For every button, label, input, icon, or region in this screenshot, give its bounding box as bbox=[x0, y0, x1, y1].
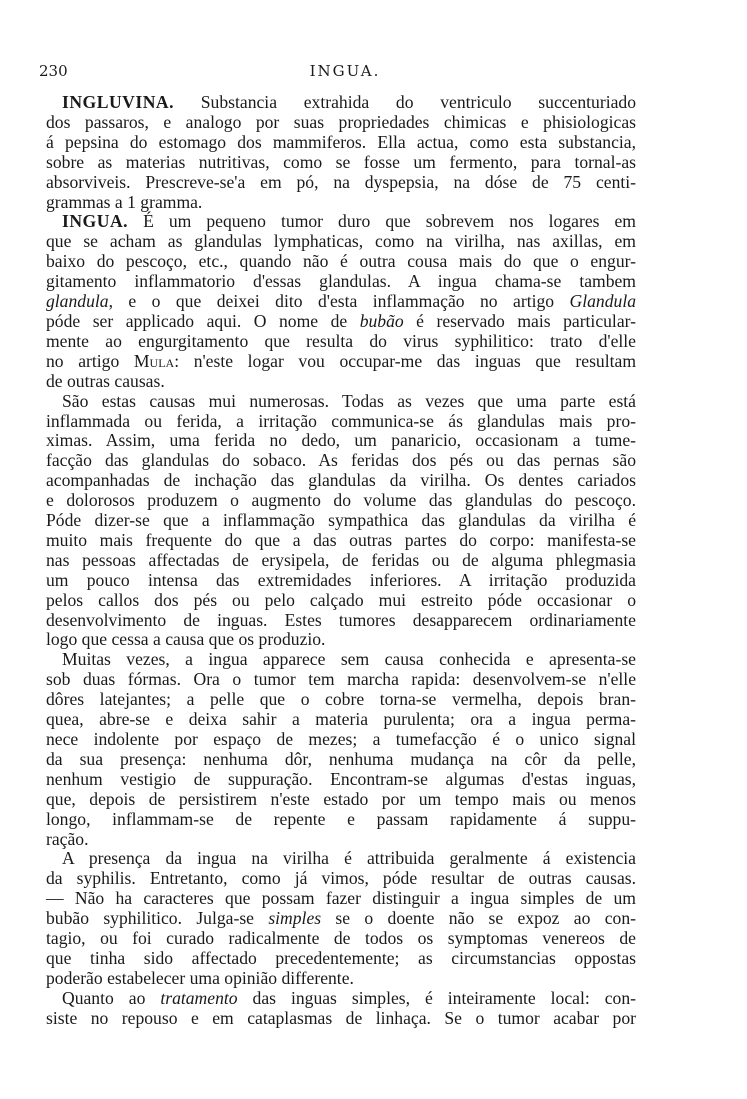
text-run: de outras causas. bbox=[46, 370, 165, 391]
text-run: que se acham as glandulas lymphaticas, como na virilha, nas axillas, em bbox=[46, 231, 636, 252]
italic-term: bubão bbox=[359, 310, 404, 331]
text-run: que, depois de persistirem n'este estado por um tempo mais ou menos bbox=[46, 788, 636, 809]
text-run: grammas a 1 gramma. bbox=[46, 191, 203, 212]
text-run: é reservado mais particular- bbox=[403, 310, 636, 331]
text-run: poderão estabelecer uma opinião differente. bbox=[46, 967, 354, 988]
text-run: gitamento inflammatorio d'essas glandulas. A ingua chama-se tambem bbox=[46, 271, 636, 292]
text-line bbox=[46, 790, 636, 810]
entry-headword: INGUA. bbox=[62, 211, 129, 232]
text-run: , e o que deixei dito d'esta inflammação no artigo bbox=[108, 291, 570, 312]
text-run: nas pessoas affectadas de erysipela, de feridas ou de alguma phlegmasia bbox=[46, 549, 636, 570]
text-run: Muitas vezes, a ingua apparece sem causa conhecida e apresenta-se bbox=[62, 649, 636, 670]
text-run: sob duas fórmas. Ora o tumor tem marcha rapida: desenvolvem-se n'elle bbox=[46, 669, 636, 690]
text-run: pelos callos dos pés ou pelo calçado mui estreito póde occasionar o bbox=[46, 589, 636, 610]
text-line bbox=[46, 730, 636, 750]
entry-headword: INGLUVINA. bbox=[62, 92, 175, 112]
text-line bbox=[46, 670, 636, 690]
text-run: ximas. Assim, uma ferida no dedo, um panaricio, occasionam a tume- bbox=[46, 430, 636, 451]
text-line bbox=[46, 849, 636, 869]
text-line bbox=[46, 451, 636, 471]
text-line bbox=[46, 312, 636, 332]
text-line bbox=[46, 630, 636, 650]
text-run: facção das glandulas do sobaco. As feridas dos pés ou das pernas são bbox=[46, 450, 636, 471]
text-run: no artigo bbox=[46, 350, 134, 371]
text-line bbox=[46, 272, 636, 292]
text-run: dos passaros, e analogo por suas propriedades chimicas e phisiologicas bbox=[46, 111, 636, 132]
text-run: nece indolente por espaço de mezes; a tumefacção é o unico signal bbox=[46, 729, 636, 749]
text-run: longo, inflammam-se de repente e passam rapidamente á suppu- bbox=[46, 808, 636, 829]
text-line bbox=[46, 909, 636, 929]
text-run: Póde dizer-se que a inflammação sympathica das glandulas da virilha é bbox=[46, 510, 636, 531]
text-line bbox=[46, 93, 636, 113]
text-line bbox=[46, 332, 636, 352]
text-line bbox=[46, 949, 636, 969]
text-line bbox=[46, 292, 636, 312]
text-line bbox=[46, 133, 636, 153]
text-run: logo que cessa a causa que os produzio. bbox=[46, 629, 326, 650]
italic-term: simples bbox=[268, 908, 322, 929]
text-line bbox=[46, 551, 636, 571]
text-run: das inguas simples, é inteiramente local: con- bbox=[237, 987, 636, 1008]
text-run: quea, abre-se e deixa sahir a materia purulenta; ora a ingua perma- bbox=[46, 709, 636, 730]
text-run: sobre as materias nutritivas, como se fosse um fermento, para tornal-as bbox=[46, 151, 636, 172]
text-line bbox=[46, 710, 636, 730]
page-header bbox=[39, 62, 651, 84]
text-line bbox=[46, 571, 636, 591]
page-number: 230 bbox=[39, 62, 68, 80]
text-line bbox=[46, 153, 636, 173]
text-line bbox=[46, 750, 636, 770]
text-line bbox=[46, 193, 636, 213]
text-run: inflammada ou ferida, a irritação communica-se ás glandulas mais pro- bbox=[46, 410, 636, 431]
text-run: — Não ha caracteres que possam fazer distinguir a ingua simples de um bbox=[46, 888, 636, 909]
text-run: baixo do pescoço, etc., quando não é outra cousa mais do que o engur- bbox=[46, 251, 636, 272]
text-line bbox=[46, 232, 636, 252]
text-line bbox=[46, 611, 636, 631]
italic-term: Glandula bbox=[569, 291, 636, 312]
text-run: Quanto ao bbox=[62, 987, 161, 1008]
text-line bbox=[46, 392, 636, 412]
text-run: nenhum vestigio de suppuração. Encontram-se algumas d'estas inguas, bbox=[46, 768, 636, 789]
text-run: tagio, ou foi curado radicalmente de todos os symptomas venereos de bbox=[46, 928, 636, 949]
italic-term: glandula bbox=[46, 291, 109, 312]
text-line bbox=[46, 1009, 636, 1029]
text-line bbox=[46, 431, 636, 451]
text-run: da syphilis. Entretanto, como já vimos, póde resultar de outras causas. bbox=[46, 868, 636, 889]
text-line bbox=[46, 690, 636, 710]
text-run: dôres latejantes; a pelle que o cobre torna-se vermelha, depois bran- bbox=[46, 689, 636, 710]
text-run: acompanhadas de inchação das glandulas da virilha. Os dentes cariados bbox=[46, 470, 636, 491]
text-line bbox=[46, 810, 636, 830]
text-line bbox=[46, 173, 636, 193]
text-run: da sua presença: nenhuma dôr, nenhuma mudança na côr da pelle, bbox=[46, 748, 636, 769]
cross-reference: Mula bbox=[133, 350, 175, 371]
text-line bbox=[46, 869, 636, 889]
text-line bbox=[46, 969, 636, 989]
text-run: A presença da ingua na virilha é attribuida geralmente á existencia bbox=[62, 848, 636, 869]
text-line bbox=[46, 929, 636, 949]
text-line bbox=[46, 531, 636, 551]
text-line bbox=[46, 352, 636, 372]
text-line bbox=[46, 591, 636, 611]
text-line bbox=[46, 113, 636, 133]
text-line bbox=[46, 989, 636, 1009]
text-run: muito mais frequente do que a das outras partes do corpo: manifesta-se bbox=[46, 529, 636, 550]
text-line bbox=[46, 650, 636, 670]
text-run: á pepsina do estomago dos mammiferos. Ella actua, como esta substancia, bbox=[46, 131, 636, 152]
text-line bbox=[46, 252, 636, 272]
text-run: ração. bbox=[46, 828, 89, 849]
text-line bbox=[46, 770, 636, 790]
text-run: mente ao engurgitamento que resulta do virus syphilitico: trato d'elle bbox=[46, 330, 636, 351]
text-run: São estas causas mui numerosas. Todas as vezes que uma parte está bbox=[62, 390, 636, 411]
text-line bbox=[46, 372, 636, 392]
text-run: absorviveis. Prescreve-se'a em pó, na dyspepsia, na dóse de 75 centi- bbox=[46, 171, 636, 192]
text-line bbox=[46, 491, 636, 511]
text-run: que tinha sido affectado precedentemente; as circumstancias oppostas bbox=[46, 947, 636, 968]
text-run: siste no repouso e em cataplasmas de linhaça. Se o tumor acabar por bbox=[46, 1007, 636, 1028]
text-line bbox=[46, 511, 636, 531]
text-run: um pouco intensa das extremidades inferiores. A irritação produzida bbox=[46, 569, 636, 590]
text-run: bubão syphilitico. Julga-se bbox=[46, 908, 269, 929]
running-title: INGUA. bbox=[309, 62, 381, 80]
text-run: É um pequeno tumor duro que sobrevem nos logares em bbox=[128, 211, 636, 232]
text-line bbox=[46, 471, 636, 491]
body-text bbox=[46, 93, 636, 1029]
text-run: e dolorosos produzem o augmento do volume das glandulas do pescoço. bbox=[46, 490, 636, 511]
text-line bbox=[46, 412, 636, 432]
text-run: : n'este logar vou occupar-me das inguas que resultam bbox=[174, 350, 636, 371]
text-run: póde ser applicado aqui. O nome de bbox=[46, 310, 360, 331]
text-line bbox=[46, 212, 636, 232]
text-run: se o doente não se expoz ao con- bbox=[321, 908, 636, 929]
text-line bbox=[46, 830, 636, 850]
text-line bbox=[46, 889, 636, 909]
text-run: desenvolvimento de inguas. Estes tumores desapparecem ordinariamente bbox=[46, 609, 636, 630]
text-run: Substancia extrahida do ventriculo succenturiado bbox=[174, 92, 636, 112]
italic-term: tratamento bbox=[160, 987, 238, 1008]
